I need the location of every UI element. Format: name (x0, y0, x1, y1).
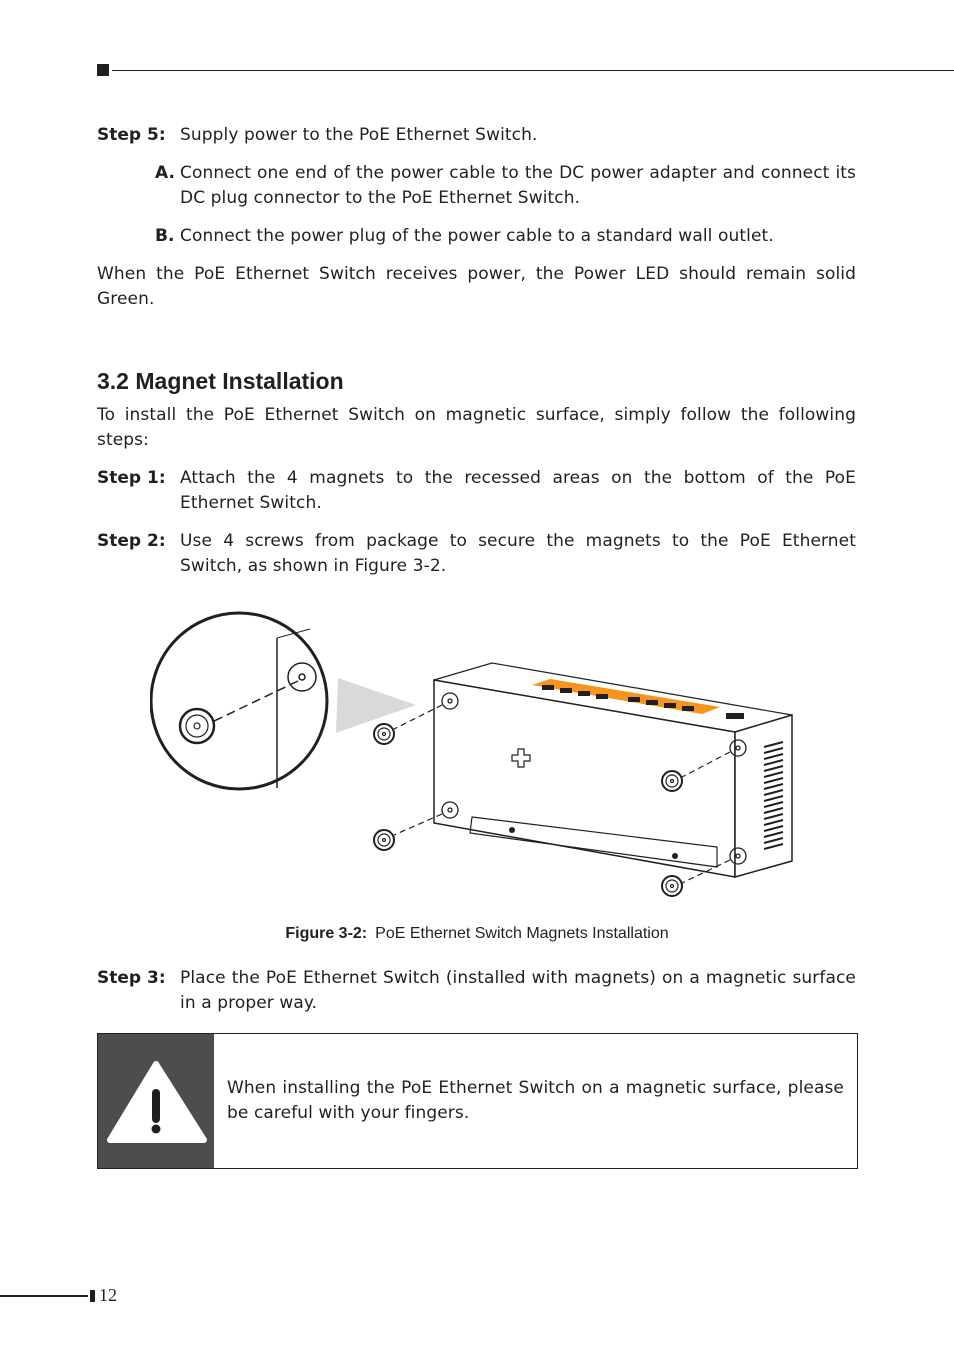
warning-triangle-icon (98, 1034, 214, 1168)
header-square (97, 64, 109, 76)
magnet-installation-figure (150, 605, 810, 905)
header-rule (112, 70, 954, 71)
step3-label: Step 3: (97, 968, 166, 988)
step1-text: Attach the 4 magnets to the recessed areas on the bottom of the PoE Ethernet Switch. (180, 468, 856, 513)
warning-box (97, 1033, 858, 1169)
warning-text: When installing the PoE Ethernet Switch on a magnetic surface, please be careful with your fingers. (227, 1078, 844, 1123)
switch-device (434, 663, 792, 877)
warning-icon-cell (98, 1034, 214, 1168)
step1-label: Step 1: (97, 468, 166, 488)
zoom-detail (151, 613, 327, 789)
step5-sub-a-text: Connect one end of the power cable to the DC power adapter and connect its DC plug connector to the PoE Ethernet Switch. (180, 163, 856, 208)
footer-rule (0, 1295, 88, 1297)
power-note: When the PoE Ethernet Switch receives power, the Power LED should remain solid Green. (97, 264, 856, 309)
step5-sub-b-text: Connect the power plug of the power cable to a standard wall outlet. (180, 226, 774, 246)
page-number: 12 (99, 1285, 117, 1305)
footer-tick (90, 1290, 95, 1302)
step5-sub-a-label: A. (155, 163, 175, 183)
section-intro: To install the PoE Ethernet Switch on magnetic surface, simply follow the following steps: (97, 405, 856, 450)
zoom-magnet-icon (180, 709, 214, 743)
step5-label: Step 5: (97, 125, 166, 145)
callout-wedge (336, 678, 416, 733)
step5-text: Supply power to the PoE Ethernet Switch. (180, 125, 538, 145)
figure-caption-text: PoE Ethernet Switch Magnets Installation (375, 925, 669, 942)
section-heading: 3.2 Magnet Installation (97, 368, 344, 394)
step3-text: Place the PoE Ethernet Switch (installed with magnets) on a magnetic surface in a proper way. (180, 968, 856, 1013)
step2-text: Use 4 screws from package to secure the magnets to the PoE Ethernet Switch, as shown in Figure 3-2. (180, 531, 856, 576)
figure-caption (0, 925, 954, 943)
step2-label: Step 2: (97, 531, 166, 551)
figure-label: Figure 3-2: (285, 925, 368, 942)
step5-sub-b-label: B. (155, 226, 175, 246)
